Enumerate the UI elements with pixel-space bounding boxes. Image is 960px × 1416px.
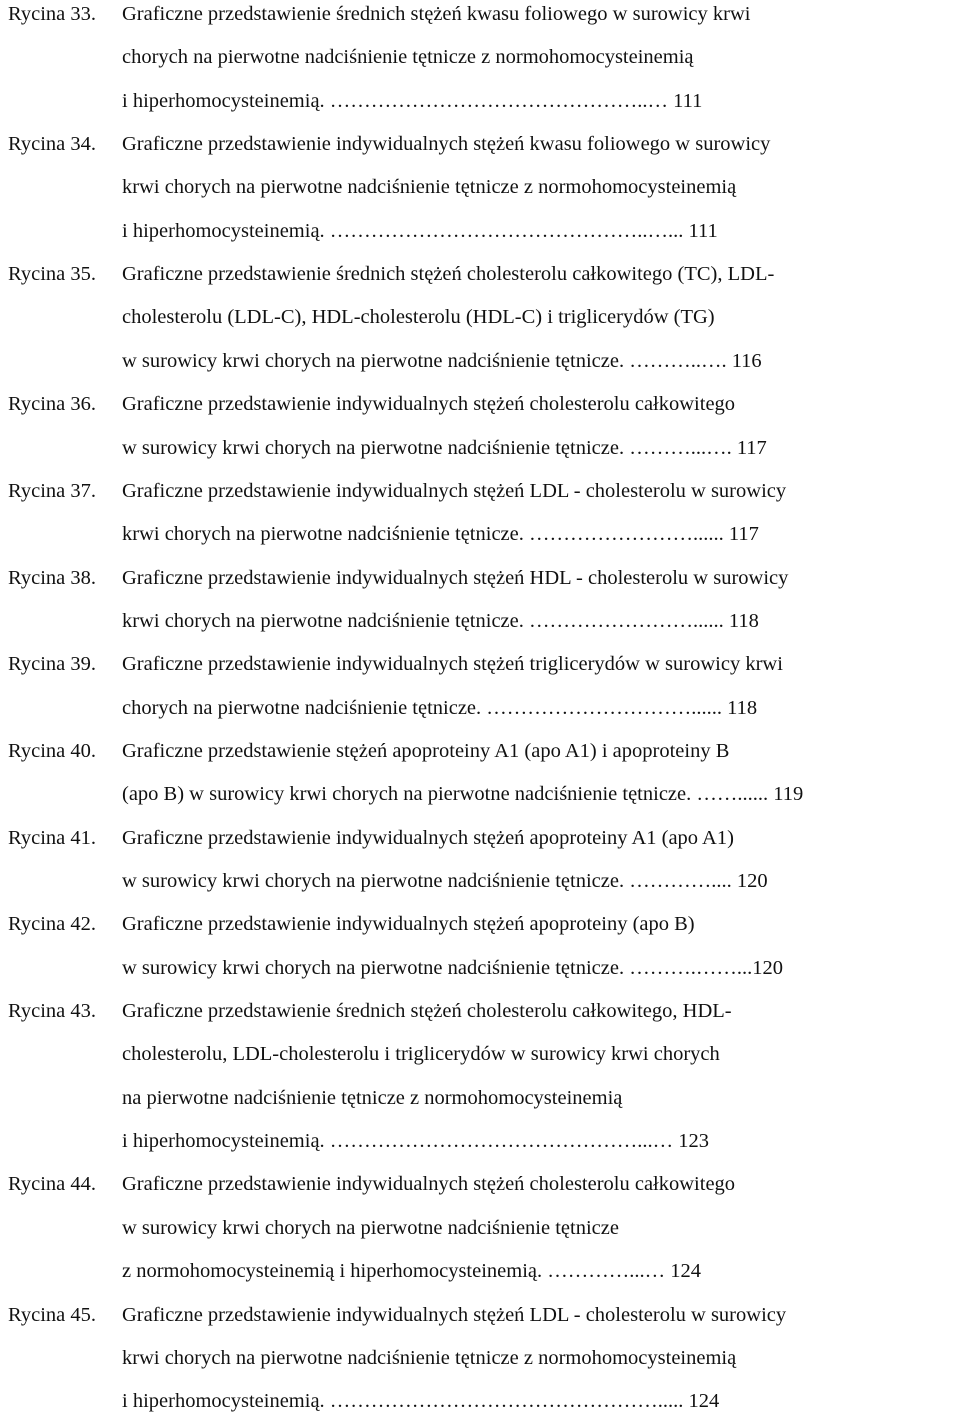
figure-title-line: Graficzne przedstawienie średnich stężeń kwasu foliowego w surowicy krwi <box>122 3 751 25</box>
figure-title-line: Graficzne przedstawienie indywidualnych stężeń LDL - cholesterolu w surowicy <box>122 1303 787 1326</box>
figure-title-line-with-page: w surowicy krwi chorych na pierwotne nadciśnienie tętnicze. ……….……...120 <box>122 956 783 979</box>
figure-label: Rycina 33. <box>8 3 96 25</box>
figure-label: Rycina 42. <box>8 913 96 936</box>
figure-title-line: Graficzne przedstawienie średnich stężeń cholesterolu całkowitego (TC), LDL- <box>122 263 775 286</box>
figure-label: Rycina 36. <box>8 393 96 416</box>
figure-title-line-with-page: w surowicy krwi chorych na pierwotne nadciśnienie tętnicze. ………...…. 117 <box>122 436 767 459</box>
figure-title-line-with-page: w surowicy krwi chorych na pierwotne nadciśnienie tętnicze. ………..…. 116 <box>122 349 762 372</box>
figure-title-line-with-page: i hiperhomocysteinemią. …………………………………………..... 124 <box>122 1390 720 1413</box>
figure-title-line: Graficzne przedstawienie indywidualnych stężeń LDL - cholesterolu w surowicy <box>122 479 787 502</box>
figure-label: Rycina 39. <box>8 653 96 676</box>
figure-title-line: w surowicy krwi chorych na pierwotne nadciśnienie tętnicze <box>122 1216 619 1239</box>
figure-label: Rycina 35. <box>8 263 96 286</box>
figure-title-line: Graficzne przedstawienie indywidualnych stężeń HDL - cholesterolu w surowicy <box>122 566 789 589</box>
figure-title-line-with-page: chorych na pierwotne nadciśnienie tętnicze. …………………………...... 118 <box>122 696 758 719</box>
figure-title-line-with-page: i hiperhomocysteinemią. ………………………………………..… 111 <box>122 89 703 112</box>
figure-title-line: krwi chorych na pierwotne nadciśnienie tętnicze z normohomocysteinemią <box>122 1346 737 1369</box>
figure-label: Rycina 44. <box>8 1173 96 1196</box>
figure-label: Rycina 38. <box>8 566 96 589</box>
figure-title-line: Graficzne przedstawienie indywidualnych stężeń apoproteiny A1 (apo A1) <box>122 826 734 849</box>
figure-title-line: krwi chorych na pierwotne nadciśnienie tętnicze z normohomocysteinemią <box>122 176 737 199</box>
figure-label: Rycina 43. <box>8 1000 96 1023</box>
figure-title-line: Graficzne przedstawienie indywidualnych stężeń cholesterolu całkowitego <box>122 393 736 416</box>
figure-label: Rycina 37. <box>8 479 96 502</box>
figure-title-line: Graficzne przedstawienie średnich stężeń cholesterolu całkowitego, HDL- <box>122 1000 732 1023</box>
figure-title-line: na pierwotne nadciśnienie tętnicze z normohomocysteinemią <box>122 1086 623 1109</box>
figure-title-line: cholesterolu, LDL-cholesterolu i triglicerydów w surowicy krwi chorych <box>122 1043 720 1066</box>
figure-label: Rycina 45. <box>8 1303 96 1326</box>
figure-title-line-with-page: i hiperhomocysteinemią. ………………………………………...… 123 <box>122 1130 710 1153</box>
figure-title-line: Graficzne przedstawienie stężeń apoproteiny A1 (apo A1) i apoproteiny B <box>122 739 730 762</box>
figure-label: Rycina 34. <box>8 133 96 156</box>
figure-title-line-with-page: i hiperhomocysteinemią. ………………………………………..…... 111 <box>122 219 718 242</box>
figure-title-line-with-page: krwi chorych na pierwotne nadciśnienie tętnicze. ……………………...... 117 <box>122 523 759 546</box>
figure-title-line-with-page: z normohomocysteinemią i hiperhomocysteinemią. …………...… 124 <box>122 1260 702 1283</box>
figure-title-line: cholesterolu (LDL-C), HDL-cholesterolu (HDL-C) i triglicerydów (TG) <box>122 306 715 329</box>
figure-title-line: Graficzne przedstawienie indywidualnych stężeń kwasu foliowego w surowicy <box>122 133 771 156</box>
figure-title-line: chorych na pierwotne nadciśnienie tętnicze z normohomocysteinemią <box>122 46 694 69</box>
figure-title-line: Graficzne przedstawienie indywidualnych stężeń cholesterolu całkowitego <box>122 1173 736 1196</box>
figure-title-line-with-page: krwi chorych na pierwotne nadciśnienie tętnicze. ……………………...... 118 <box>122 609 759 632</box>
figure-title-line: Graficzne przedstawienie indywidualnych stężeń apoproteiny (apo B) <box>122 913 695 936</box>
figure-title-line-with-page: w surowicy krwi chorych na pierwotne nadciśnienie tętnicze. ………….... 120 <box>122 870 768 892</box>
figure-label: Rycina 41. <box>8 826 96 849</box>
figure-title-line-with-page: (apo B) w surowicy krwi chorych na pierwotne nadciśnienie tętnicze. ……...... 119 <box>122 783 804 806</box>
figure-label: Rycina 40. <box>8 739 96 762</box>
figure-title-line: Graficzne przedstawienie indywidualnych stężeń triglicerydów w surowicy krwi <box>122 653 783 676</box>
